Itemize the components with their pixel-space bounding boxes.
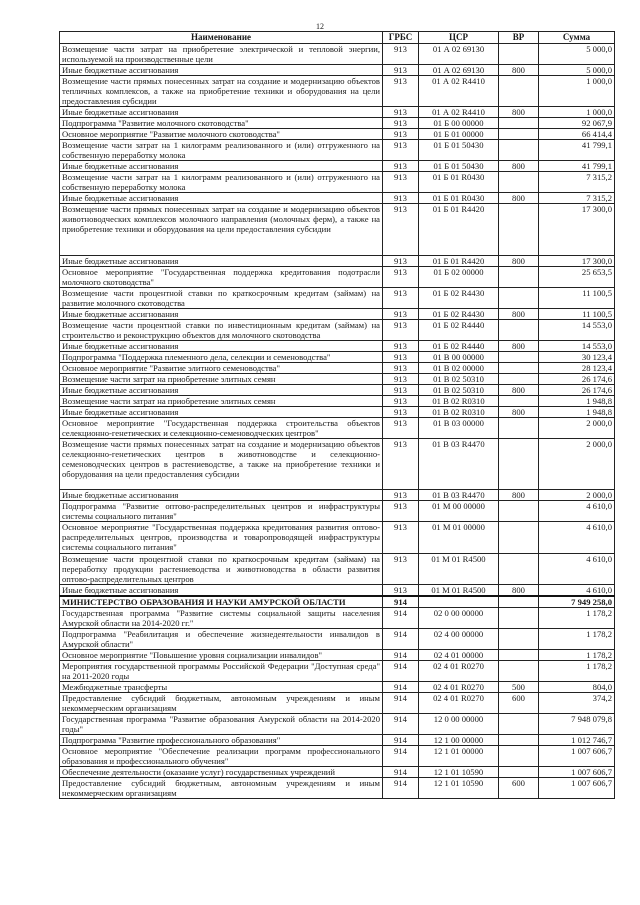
cell-name: Государственная программа "Развитие системы социальной защиты населения Амурской области на 2014-2020 гг." [60,608,383,629]
cell-vr: 600 [499,778,539,799]
cell-csr: 01 Б 00 00000 [419,118,499,129]
cell-name: Возмещение части затрат на 1 килограмм реализованного и (или) отгруженного на собственную переработку молока [60,140,383,161]
cell-sum: 1 178,2 [539,629,615,650]
table-row [60,746,615,767]
cell-vr [499,650,539,661]
cell-sum: 26 174,6 [539,374,615,385]
cell-sum: 1 178,2 [539,608,615,629]
cell-sum: 41 799,1 [539,140,615,161]
table-row [60,363,615,374]
cell-vr [499,746,539,767]
cell-name: Государственная программа "Развитие образования Амурской области на 2014-2020 годы" [60,714,383,735]
cell-csr: 12 1 01 10590 [419,778,499,799]
cell-sum: 5 000,0 [539,65,615,76]
cell-vr [499,735,539,746]
cell-name: Основное мероприятие "Обеспечение реализации программ профессионального образования и профессионального обучения" [60,746,383,767]
cell-sum: 4 610,0 [539,554,615,585]
cell-grbs: 914 [383,746,419,767]
cell-csr: 12 1 01 10590 [419,767,499,778]
cell-sum: 1 000,0 [539,107,615,118]
cell-name: Подпрограмма "Реабилитация и обеспечение жизнедеятельности инвалидов в Амурской области" [60,629,383,650]
cell-vr [499,140,539,161]
cell-name: Возмещение части затрат на приобретение электрической и тепловой энергии, используемой на производственные цели [60,44,383,65]
table-row [60,661,615,682]
cell-csr: 01 Б 01 R0430 [419,172,499,193]
cell-grbs: 913 [383,118,419,129]
cell-csr: 01 А 02 R4410 [419,76,499,107]
cell-csr: 12 1 00 00000 [419,735,499,746]
cell-csr: 01 Б 02 R4430 [419,288,499,309]
table-row [60,418,615,439]
cell-vr [499,267,539,288]
cell-grbs: 913 [383,140,419,161]
cell-sum: 92 067,9 [539,118,615,129]
table-row [60,778,615,799]
cell-grbs: 913 [383,363,419,374]
cell-vr [499,172,539,193]
cell-sum: 5 000,0 [539,44,615,65]
cell-name: Иные бюджетные ассигнования [60,65,383,76]
cell-csr: 01 Б 01 50430 [419,161,499,172]
cell-name: Основное мероприятие "Государственная поддержка кредитования подотрасли молочного скотоводства" [60,267,383,288]
table-row [60,256,615,267]
table-row [60,608,615,629]
cell-grbs: 914 [383,608,419,629]
cell-grbs: 914 [383,682,419,693]
page-number: 12 [316,22,324,31]
cell-name: Возмещение части процентной ставки по инвестиционным кредитам (займам) на строительство и реконструкцию объектов для молочного скотоводства [60,320,383,341]
cell-vr: 800 [499,385,539,396]
header-name: Наименование [60,32,383,44]
cell-vr [499,501,539,522]
cell-name: Иные бюджетные ассигнования [60,256,383,267]
cell-sum: 4 610,0 [539,585,615,597]
cell-csr: 01 Б 02 00000 [419,267,499,288]
cell-sum: 28 123,4 [539,363,615,374]
cell-name: МИНИСТЕРСТВО ОБРАЗОВАНИЯ И НАУКИ АМУРСКОЙ ОБЛАСТИ [60,596,383,608]
cell-csr: 01 В 00 00000 [419,352,499,363]
cell-vr: 800 [499,585,539,597]
cell-name: Иные бюджетные ассигнования [60,490,383,501]
cell-name: Иные бюджетные ассигнования [60,107,383,118]
cell-vr [499,374,539,385]
cell-name: Иные бюджетные ассигнования [60,341,383,352]
cell-vr: 800 [499,193,539,204]
cell-csr: 02 4 01 R0270 [419,682,499,693]
cell-name: Возмещение части прямых понесенных затрат на создание и модернизацию объектов тепличных комплексов, а также на приобретение техники и оборудования на цели предоставления субсидии [60,76,383,107]
cell-grbs: 914 [383,650,419,661]
cell-name: Основное мероприятие "Государственная поддержка кредитования развития оптово-распределительных центров, производства и товаропроводящей инфраструктуры системы социального питания" [60,522,383,554]
table-row [60,309,615,320]
table-row [60,204,615,256]
cell-name: Иные бюджетные ассигнования [60,309,383,320]
cell-csr: 01 Б 01 00000 [419,129,499,140]
cell-grbs: 913 [383,554,419,585]
cell-vr [499,352,539,363]
cell-vr: 800 [499,161,539,172]
cell-sum: 30 123,4 [539,352,615,363]
table-row [60,320,615,341]
cell-sum: 17 300,0 [539,256,615,267]
table-row [60,735,615,746]
cell-csr: 01 М 01 00000 [419,522,499,554]
cell-vr: 800 [499,256,539,267]
cell-name: Иные бюджетные ассигнования [60,193,383,204]
cell-csr: 01 М 01 R4500 [419,585,499,597]
cell-csr: 01 Б 02 R4430 [419,309,499,320]
cell-name: Возмещение части затрат на приобретение элитных семян [60,396,383,407]
table-row [60,118,615,129]
table-row [60,682,615,693]
cell-csr: 01 В 02 50310 [419,385,499,396]
cell-csr: 01 В 02 50310 [419,374,499,385]
cell-csr: 01 В 03 R4470 [419,490,499,501]
cell-name: Основное мероприятие "Повышение уровня социализации инвалидов" [60,650,383,661]
cell-vr [499,129,539,140]
cell-csr [419,596,499,608]
cell-grbs: 914 [383,629,419,650]
cell-sum: 374,2 [539,693,615,714]
cell-sum: 2 000,0 [539,490,615,501]
cell-name: Мероприятия государственной программы Российской Федерации "Доступная среда" на 2011-2020 годы [60,661,383,682]
cell-sum: 1 178,2 [539,661,615,682]
cell-csr: 02 4 01 R0270 [419,661,499,682]
cell-vr [499,596,539,608]
table-row [60,650,615,661]
cell-sum: 17 300,0 [539,204,615,256]
cell-sum: 1 007 606,7 [539,767,615,778]
cell-vr [499,320,539,341]
cell-name: Основное мероприятие "Развитие молочного скотоводства" [60,129,383,140]
cell-grbs: 913 [383,267,419,288]
cell-vr: 800 [499,309,539,320]
cell-name: Возмещение части прямых понесенных затрат на создание и модернизацию объектов животноводческих комплексов молочного направления (молочных ферм), а также на приобретение техники и оборудования на цели предоставления субсидии [60,204,383,256]
table-row [60,385,615,396]
table-row [60,76,615,107]
cell-sum: 11 100,5 [539,288,615,309]
cell-grbs: 913 [383,522,419,554]
cell-name: Иные бюджетные ассигнования [60,385,383,396]
cell-csr: 01 В 02 R0310 [419,407,499,418]
cell-vr [499,554,539,585]
cell-name: Иные бюджетные ассигнования [60,161,383,172]
cell-csr: 01 Б 01 R4420 [419,256,499,267]
cell-vr: 800 [499,490,539,501]
table-row [60,767,615,778]
cell-name: Основное мероприятие "Государственная поддержка строительства объектов селекционно-генетических и селекционно-семеноводческих центров" [60,418,383,439]
budget-table [59,31,615,799]
cell-vr: 800 [499,341,539,352]
cell-vr [499,439,539,490]
cell-grbs: 913 [383,172,419,193]
cell-grbs: 914 [383,661,419,682]
cell-csr: 01 А 02 69130 [419,44,499,65]
cell-name: Основное мероприятие "Развитие элитного семеноводства" [60,363,383,374]
cell-name: Подпрограмма "Поддержка племенного дела, селекции и семеноводства" [60,352,383,363]
cell-sum: 14 553,0 [539,341,615,352]
table-row [60,374,615,385]
cell-grbs: 913 [383,490,419,501]
cell-sum: 26 174,6 [539,385,615,396]
cell-grbs: 913 [383,374,419,385]
cell-csr: 12 1 01 00000 [419,746,499,767]
cell-grbs: 913 [383,407,419,418]
cell-sum: 1 948,8 [539,396,615,407]
cell-name: Подпрограмма "Развитие молочного скотоводства" [60,118,383,129]
cell-grbs: 913 [383,385,419,396]
cell-name: Возмещение части процентной ставки по краткосрочным кредитам (займам) на развитие молочного скотоводства [60,288,383,309]
cell-vr: 500 [499,682,539,693]
cell-name: Возмещение части затрат на 1 килограмм реализованного и (или) отгруженного на собственную переработку молока [60,172,383,193]
table-row [60,714,615,735]
table-row [60,629,615,650]
cell-name: Иные бюджетные ассигнования [60,407,383,418]
cell-sum: 7 949 258,0 [539,596,615,608]
table-row [60,596,615,608]
cell-sum: 2 000,0 [539,439,615,490]
table-row [60,65,615,76]
cell-csr: 01 Б 01 R0430 [419,193,499,204]
cell-sum: 7 948 079,8 [539,714,615,735]
cell-csr: 01 В 03 00000 [419,418,499,439]
cell-name: Возмещение части затрат на приобретение элитных семян [60,374,383,385]
cell-name: Подпрограмма "Развитие профессионального образования" [60,735,383,746]
table-row [60,341,615,352]
cell-grbs: 914 [383,714,419,735]
cell-grbs: 913 [383,193,419,204]
table-row [60,501,615,522]
cell-grbs: 913 [383,320,419,341]
cell-sum: 41 799,1 [539,161,615,172]
table-row [60,44,615,65]
table-row [60,439,615,490]
cell-grbs: 914 [383,596,419,608]
table-row [60,490,615,501]
table-row [60,352,615,363]
cell-vr: 800 [499,407,539,418]
cell-csr: 02 4 01 00000 [419,650,499,661]
cell-vr: 600 [499,693,539,714]
header-sum: Сумма [539,32,615,44]
cell-grbs: 914 [383,693,419,714]
table-row [60,693,615,714]
cell-grbs: 913 [383,76,419,107]
cell-sum: 1 007 606,7 [539,746,615,767]
cell-csr: 01 А 02 R4410 [419,107,499,118]
cell-grbs: 913 [383,288,419,309]
cell-grbs: 914 [383,767,419,778]
cell-csr: 12 0 00 00000 [419,714,499,735]
table-row [60,522,615,554]
cell-grbs: 913 [383,396,419,407]
table-row [60,585,615,597]
cell-sum: 4 610,0 [539,522,615,554]
cell-csr: 01 Б 02 R4440 [419,320,499,341]
cell-sum: 4 610,0 [539,501,615,522]
cell-vr [499,661,539,682]
cell-csr: 01 В 02 00000 [419,363,499,374]
cell-name: Обеспечение деятельности (оказание услуг) государственных учреждений [60,767,383,778]
cell-grbs: 913 [383,161,419,172]
table-row [60,267,615,288]
cell-grbs: 914 [383,778,419,799]
table-row [60,161,615,172]
table-row [60,129,615,140]
cell-vr [499,608,539,629]
cell-sum: 25 653,5 [539,267,615,288]
cell-sum: 11 100,5 [539,309,615,320]
cell-csr: 01 В 02 R0310 [419,396,499,407]
table-header-row [60,32,615,44]
cell-csr: 02 4 00 00000 [419,629,499,650]
table-row [60,107,615,118]
cell-csr: 02 0 00 00000 [419,608,499,629]
cell-vr [499,118,539,129]
cell-csr: 01 Б 01 50430 [419,140,499,161]
cell-grbs: 913 [383,585,419,597]
cell-csr: 01 А 02 69130 [419,65,499,76]
cell-vr [499,396,539,407]
cell-name: Иные бюджетные ассигнования [60,585,383,597]
cell-grbs: 913 [383,65,419,76]
cell-grbs: 913 [383,309,419,320]
cell-sum: 1 012 746,7 [539,735,615,746]
table-row [60,140,615,161]
cell-vr [499,629,539,650]
header-vr: ВР [499,32,539,44]
cell-csr: 01 Б 02 R4440 [419,341,499,352]
cell-name: Предоставление субсидий бюджетным, автономным учреждениям и иным некоммерческим организациям [60,778,383,799]
cell-csr: 01 В 03 R4470 [419,439,499,490]
table-row [60,396,615,407]
cell-sum: 66 414,4 [539,129,615,140]
table-row [60,407,615,418]
cell-csr: 01 Б 01 R4420 [419,204,499,256]
cell-vr [499,363,539,374]
cell-vr [499,522,539,554]
table-row [60,193,615,204]
cell-sum: 7 315,2 [539,193,615,204]
cell-grbs: 913 [383,418,419,439]
header-grbs: ГРБС [383,32,419,44]
cell-name: Подпрограмма "Развитие оптово-распределительных центров и инфраструктуры системы социального питания" [60,501,383,522]
cell-vr [499,44,539,65]
cell-sum: 1 178,2 [539,650,615,661]
cell-name: Предоставление субсидий бюджетным, автономным учреждениям и иным некоммерческим организациям [60,693,383,714]
cell-vr: 800 [499,65,539,76]
table-row [60,554,615,585]
cell-vr [499,767,539,778]
cell-sum: 1 000,0 [539,76,615,107]
cell-name: Возмещение части процентной ставки по краткосрочным кредитам (займам) на переработку продукции растениеводства и животноводства в области развития оптово-распределительных центров [60,554,383,585]
cell-sum: 1 007 606,7 [539,778,615,799]
cell-grbs: 913 [383,129,419,140]
cell-grbs: 913 [383,107,419,118]
cell-grbs: 913 [383,44,419,65]
cell-sum: 7 315,2 [539,172,615,193]
table-row [60,288,615,309]
cell-grbs: 913 [383,341,419,352]
cell-vr: 800 [499,107,539,118]
cell-grbs: 914 [383,735,419,746]
cell-vr [499,714,539,735]
cell-csr: 02 4 01 R0270 [419,693,499,714]
cell-sum: 2 000,0 [539,418,615,439]
cell-vr [499,288,539,309]
cell-csr: 01 М 00 00000 [419,501,499,522]
cell-sum: 14 553,0 [539,320,615,341]
header-csr: ЦСР [419,32,499,44]
cell-grbs: 913 [383,256,419,267]
cell-vr [499,76,539,107]
cell-vr [499,204,539,256]
cell-csr: 01 М 01 R4500 [419,554,499,585]
cell-name: Возмещение части прямых понесенных затрат на создание и модернизацию объектов селекционно-генетических центров в животноводстве и селекционно-семеноводческих центров в растениеводстве, а также на приобретение техники и оборудования на цели предоставления субсидии [60,439,383,490]
cell-vr [499,418,539,439]
cell-sum: 1 948,8 [539,407,615,418]
cell-grbs: 913 [383,439,419,490]
cell-grbs: 913 [383,501,419,522]
table-row [60,172,615,193]
cell-grbs: 913 [383,204,419,256]
cell-grbs: 913 [383,352,419,363]
cell-name: Межбюджетные трансферты [60,682,383,693]
cell-sum: 804,0 [539,682,615,693]
